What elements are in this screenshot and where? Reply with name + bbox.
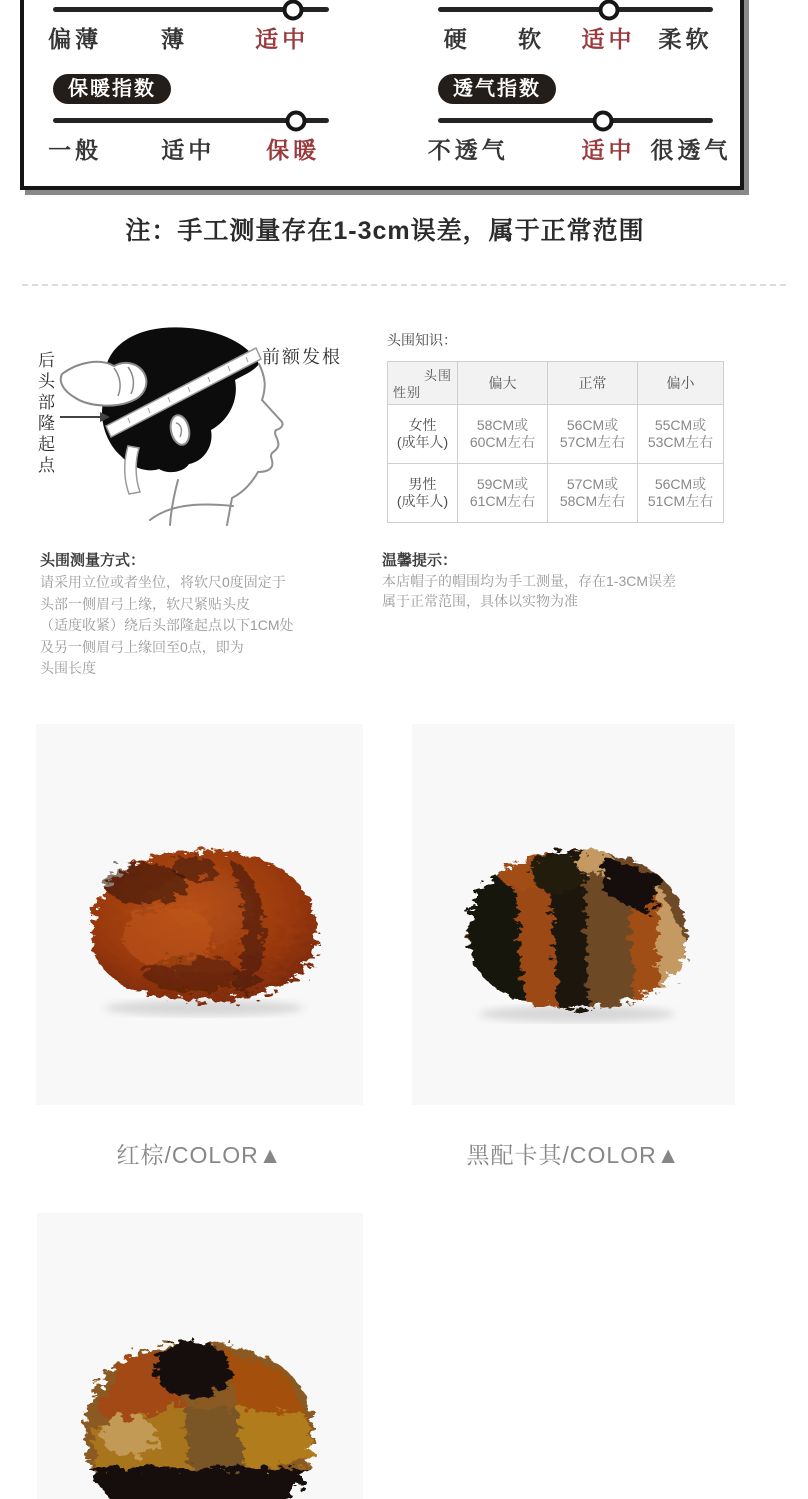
table-cell: 58CM或 60CM左右 (458, 405, 548, 464)
corner-bottom-label: 性别 (393, 385, 422, 400)
measure-method-heading: 头围测量方式： (40, 552, 146, 569)
slider-label: 适中 (161, 137, 216, 163)
warmth-slider (48, 78, 329, 167)
col-header: 偏小 (638, 362, 724, 405)
slider-track (438, 118, 713, 123)
back-head-point-label: 后头部隆起点 (35, 351, 54, 477)
slider-knob-icon (285, 110, 306, 131)
tape-end (125, 446, 140, 494)
slider-label-active: 适中 (255, 26, 310, 52)
measurement-note: 注：手工测量存在1-3cm误差，属于正常范围 (125, 217, 645, 245)
neck-back-line (170, 480, 178, 525)
measure-method-text: 请采用立位或者坐位，将软尺0度固定于 头部一侧眉弓上缘，软尺紧贴头皮 （适度收紧）绕后头部隆起点以下1CM处 及另一侧眉弓上缘回至0点，即为 头围长度 (40, 574, 294, 676)
slider-label: 薄 (160, 26, 188, 52)
table-row (388, 464, 724, 523)
size-table-section (387, 330, 723, 523)
row-header: 女性 (成年人) (388, 405, 458, 464)
multicolor-hat-illustration (67, 1318, 332, 1499)
row-header: 男性 (成年人) (388, 464, 458, 523)
front-hairline-label: 前额发根 (262, 347, 342, 367)
product-caption: 黑配卡其/COLOR▲ (466, 1142, 681, 1168)
slider-label: 软 (518, 26, 545, 52)
col-header: 偏大 (458, 362, 548, 405)
table-cell: 56CM或 57CM左右 (548, 405, 638, 464)
shoulder-line (150, 505, 233, 520)
corner-top-label: 头围 (423, 368, 452, 383)
slider-label-active: 保暖 (266, 137, 321, 163)
warmth-index-badge: 保暖指数 (53, 74, 171, 104)
product-caption: 红棕/COLOR▲ (116, 1142, 283, 1168)
table-cell: 57CM或 58CM左右 (548, 464, 638, 523)
slider-track (53, 118, 329, 123)
breathability-index-badge: 透气指数 (438, 74, 556, 104)
slider-label: 不透气 (427, 137, 509, 163)
hardness-slider (438, 7, 713, 56)
slider-knob-icon (283, 0, 304, 20)
product-image-multicolor (37, 1213, 363, 1499)
spec-panel (20, 0, 744, 190)
table-row (388, 405, 724, 464)
slider-label: 硬 (443, 26, 471, 52)
slider-label-active: 适中 (581, 26, 636, 52)
table-cell: 55CM或 53CM左右 (638, 405, 724, 464)
slider-label: 偏薄 (48, 26, 103, 52)
slider-label-active: 适中 (581, 137, 636, 163)
product-image-black-khaki (412, 724, 735, 1105)
slider-label: 一般 (48, 137, 103, 163)
slider-track (53, 7, 329, 12)
table-corner-cell (388, 362, 458, 405)
slider-label: 柔软 (658, 26, 713, 52)
col-header: 正常 (548, 362, 638, 405)
red-brown-hat-illustration (74, 822, 334, 1022)
black-khaki-hat-illustration (452, 822, 702, 1034)
size-table-title: 头围知识： (387, 332, 457, 348)
dashed-divider (22, 284, 786, 286)
table-cell: 59CM或 61CM左右 (458, 464, 548, 523)
tips-heading: 温馨提示： (382, 552, 458, 569)
size-table (387, 361, 724, 523)
slider-track (438, 7, 713, 12)
thickness-slider (48, 7, 329, 56)
slider-knob-icon (593, 110, 614, 131)
breathability-slider (427, 78, 732, 167)
table-cell: 56CM或 51CM左右 (638, 464, 724, 523)
slider-knob-icon (598, 0, 619, 20)
slider-label: 很透气 (650, 137, 732, 163)
tips-text: 本店帽子的帽围均为手工测量，存在1-3CM误差 属于正常范围，具体以实物为准 (382, 573, 677, 609)
product-image-red-brown (36, 724, 363, 1105)
